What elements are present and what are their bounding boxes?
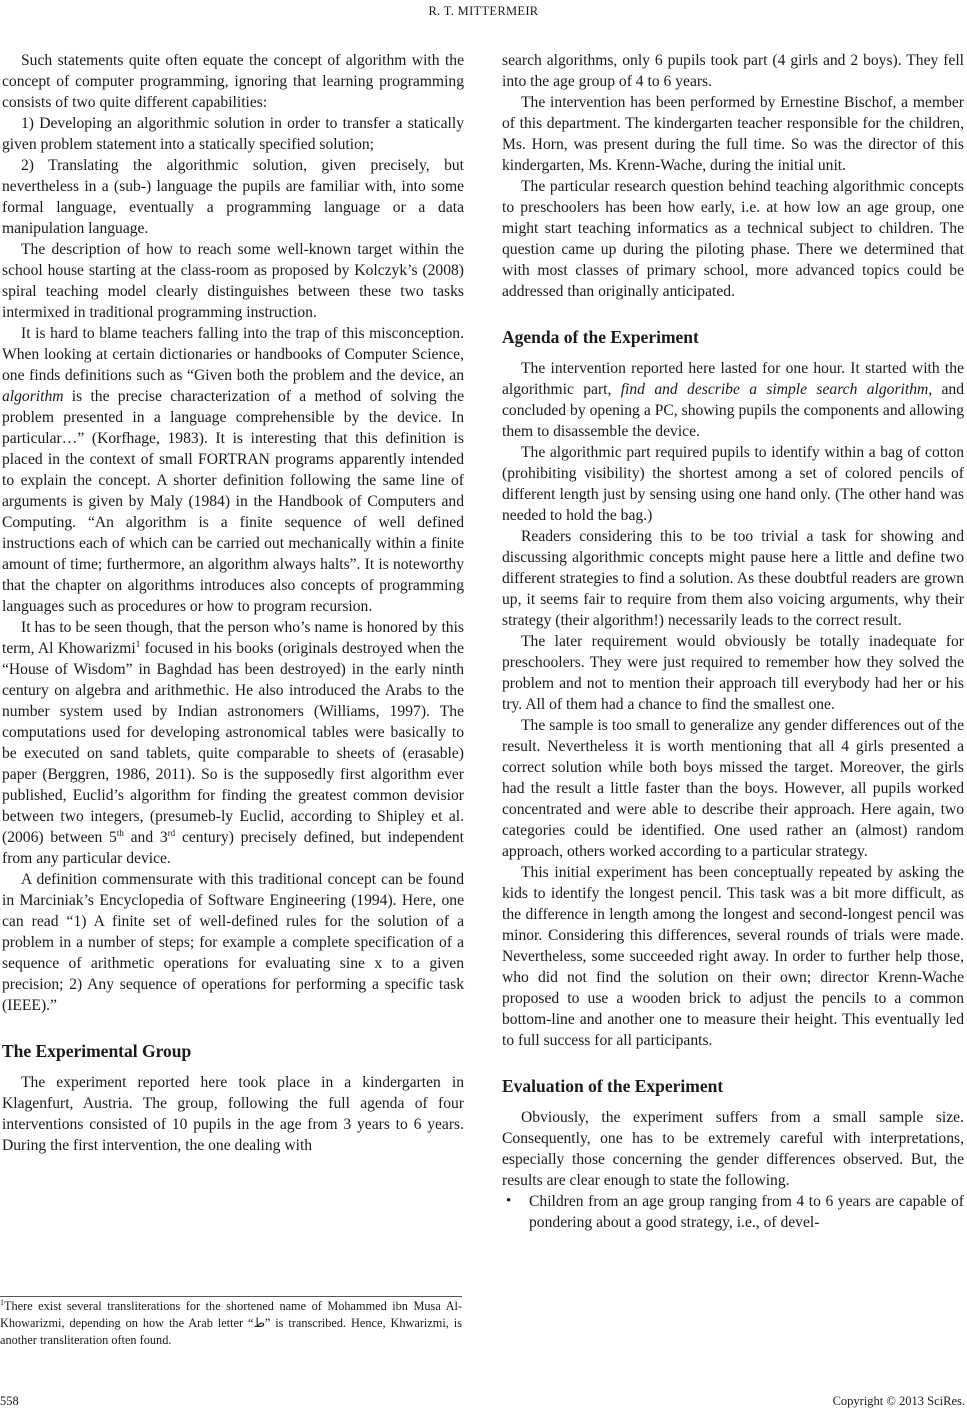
text-run: , and concluded by opening a PC, showing pupils the components and allowing them to disassemble the device. [502, 381, 965, 440]
footnote-divider [0, 1296, 462, 1297]
paragraph: Obviously, the experiment suffers from a small sample size. Consequently, one has to be extremely careful with interpretations, especially those concerning the gender differences observed. But, the results are clear enough to state the following. [502, 1109, 964, 1189]
text-run: century) precisely defined, but independent from any particular device. [2, 829, 464, 867]
paragraph [2, 323, 464, 617]
paragraph: The algorithmic part required pupils to identify within a bag of cotton (prohibiting visibility) the shortest among a set of colored pencils of different length just by sensing using one hand only. (The other hand was needed to hold the bag.) [502, 444, 964, 524]
list-item-text: Children from an age group ranging from 4 to 6 years are capable of pondering about a good strategy, i.e., of devel- [529, 1193, 964, 1231]
superscript: th [116, 828, 124, 838]
paragraph: Readers considering this to be too trivial a task for showing and discussing algorithmic concepts might pause here a little and define two different strategies to find a solution. As these doubtful readers are grown up, it seems fair to require from them also voicing arguments, why their strategy (their algorithm!) necessarily leads to the correct result. [502, 528, 964, 629]
paragraph: 2) Translating the algorithmic solution, given precisely, but nevertheless in a (sub-) language the pupils are familiar with, into some formal language, eventually a programming language or a data manipulation language. [2, 157, 464, 237]
bullet-icon: • [506, 1193, 512, 1209]
emphasis-term: find and describe a simple search algorithm [620, 381, 929, 398]
paragraph: This initial experiment has been conceptually repeated by asking the kids to identify the longest pencil. This task was a bit more difficult, as the difference in length among the longest and second-longest pencil was minor. Considering this differences, several rounds of trials were made. Nevertheless, some succeeded right away. In order to further help those, who did not find the solution on their own; director Krenn-Wache proposed to use a wooden brick to adjust the pencils to a common bottom-line and another one to measure their height. This eventually led to full success for all participants. [502, 864, 964, 1049]
paragraph: The later requirement would obviously be totally inadequate for preschoolers. They were just required to remember how they solved the problem and not to mention their approach till everybody had her or his try. All of them had a chance to find the smallest one. [502, 633, 964, 713]
text-run: and 3 [123, 829, 168, 846]
paragraph: The sample is too small to generalize any gender differences out of the result. Nevertheless it is worth mentioning that all 4 girls presented a correct solution while both boys missed the target. Moreover, the girls had the result a little faster than the boys. However, all pupils worked concentrated and were able to describe their approach. Here again, two categories could be identified. One used rather an (almost) random approach, others worked according to a particular strategy. [502, 717, 964, 860]
superscript: rd [167, 828, 176, 838]
paragraph [2, 617, 464, 869]
page-number: 558 [0, 1394, 19, 1408]
paragraph [502, 358, 964, 442]
paragraph: The description of how to reach some well-known target within the school house starting at the class-room as proposed by Kolczyk’s (2008) spiral teaching model clearly distinguishes between these two tasks intermixed in traditional programming instruction. [2, 241, 464, 321]
paragraph: The experiment reported here took place in a kindergarten in Klagenfurt, Austria. The group, following the full agenda of four interventions consisted of 10 pupils in the age from 3 years to 6 years. During the first intervention, the one dealing with [2, 1074, 464, 1154]
paragraph: The particular research question behind teaching algorithmic concepts to preschoolers has been how early, i.e. at how low an age group, one might start teaching informatics as a technical subject to children. The question came up during the piloting phase. There we determined that with most classes of primary school, more advanced topics could be addressed than originally anticipated. [502, 178, 964, 300]
paragraph: 1) Developing an algorithmic solution in order to transfer a statically given problem statement into a statically specified solution; [2, 115, 464, 153]
text-run: is the precise characterization of a method of solving the problem presented in a language comprehensible by the device. In particular…” (Korfhage, 1983). It is interesting that this definition is placed in the context of small FORTRAN programs apparently intended to explain the concept. A shorter definition following the same line of arguments is given by Maly (1984) in the Handbook of Computers and Computing. “An algorithm is a finite sequence of well defined instructions each of which can be carried out mechanically within a finite amount of time; furthermore, an algorithm always halts”. It is noteworthy that the chapter on algorithms introduces also concepts of programming languages such as procedures or how to program recursion. [2, 388, 464, 615]
text-run: It has to be seen though, that the person who’s name is honored by this term, Al Khowarizmi [2, 619, 464, 657]
copyright-notice: Copyright © 2013 SciRes. [832, 1394, 965, 1408]
list-item [502, 1191, 964, 1233]
paragraph: Such statements quite often equate the concept of algorithm with the concept of computer programming, ignoring that learning programming consists of two quite different capabilities: [2, 52, 464, 111]
text-run: It is hard to blame teachers falling into the trap of this misconception. When looking at certain dictionaries or handbooks of Computer Science, one finds definitions such as “Given both the problem and the device, an [2, 325, 464, 384]
bullet-list [502, 1191, 964, 1233]
section-heading: Evaluation of the Experiment [502, 1076, 724, 1096]
right-column [502, 50, 964, 1233]
section-heading: The Experimental Group [2, 1041, 192, 1061]
footnote-ref: 1 [135, 639, 141, 649]
paragraph: A definition commensurate with this traditional concept can be found in Marciniak’s Encyclopedia of Software Engineering (1994). Here, one can read “1) A finite set of well-defined rules for the solution of a problem in a number of steps; for example a complete specification of a sequence of arithmetic operations for evaluating sine x to a given precision; 2) Any sequence of operations for performing a specific task (IEEE).” [2, 871, 464, 1014]
footnote-text: There exist several transliterations for the shortened name of Mohammed ibn Musa Al-Khowarizmi, depending on how the Arab letter “ط” is transcribed. Hence, Khwarizmi, is another transliteration often found. [0, 1299, 462, 1347]
emphasis-term: algorithm [2, 388, 64, 405]
paragraph: The intervention has been performed by Ernestine Bischof, a member of this department. The kindergarten teacher responsible for the children, Ms. Horn, was present during the full time. So was the director of this kindergarten, Ms. Krenn-Wache, during the initial unit. [502, 94, 964, 174]
running-head: R. T. MITTERMEIR [428, 4, 539, 18]
text-run: The intervention reported here lasted for one hour. It started with the algorithmic part, [502, 360, 964, 398]
paragraph: search algorithms, only 6 pupils took part (4 girls and 2 boys). They fell into the age group of 4 to 6 years. [502, 52, 964, 90]
text-run: focused in his books (originals destroyed when the “House of Wisdom” in Baghdad has been destroyed) in the early ninth century on algebra and arithmethic. He also introduced the Arabs to the number system used by Indian astronomers (Williams, 1997). The computations used for developing astronomical tables were basically to be executed on sand tablets, quite comparable to sheets of (erasable) paper (Berggren, 1986, 2011). So is the supposedly first algorithm ever published, Euclid’s algorithm for finding the greatest common devisior between two integers, (presumeb-ly Euclid, according to Shipley et al. (2006) between 5 [2, 640, 464, 846]
footnote [0, 1298, 462, 1349]
left-column [2, 50, 464, 1156]
footnote-marker: 1 [0, 1298, 4, 1307]
section-heading: Agenda of the Experiment [502, 327, 699, 347]
